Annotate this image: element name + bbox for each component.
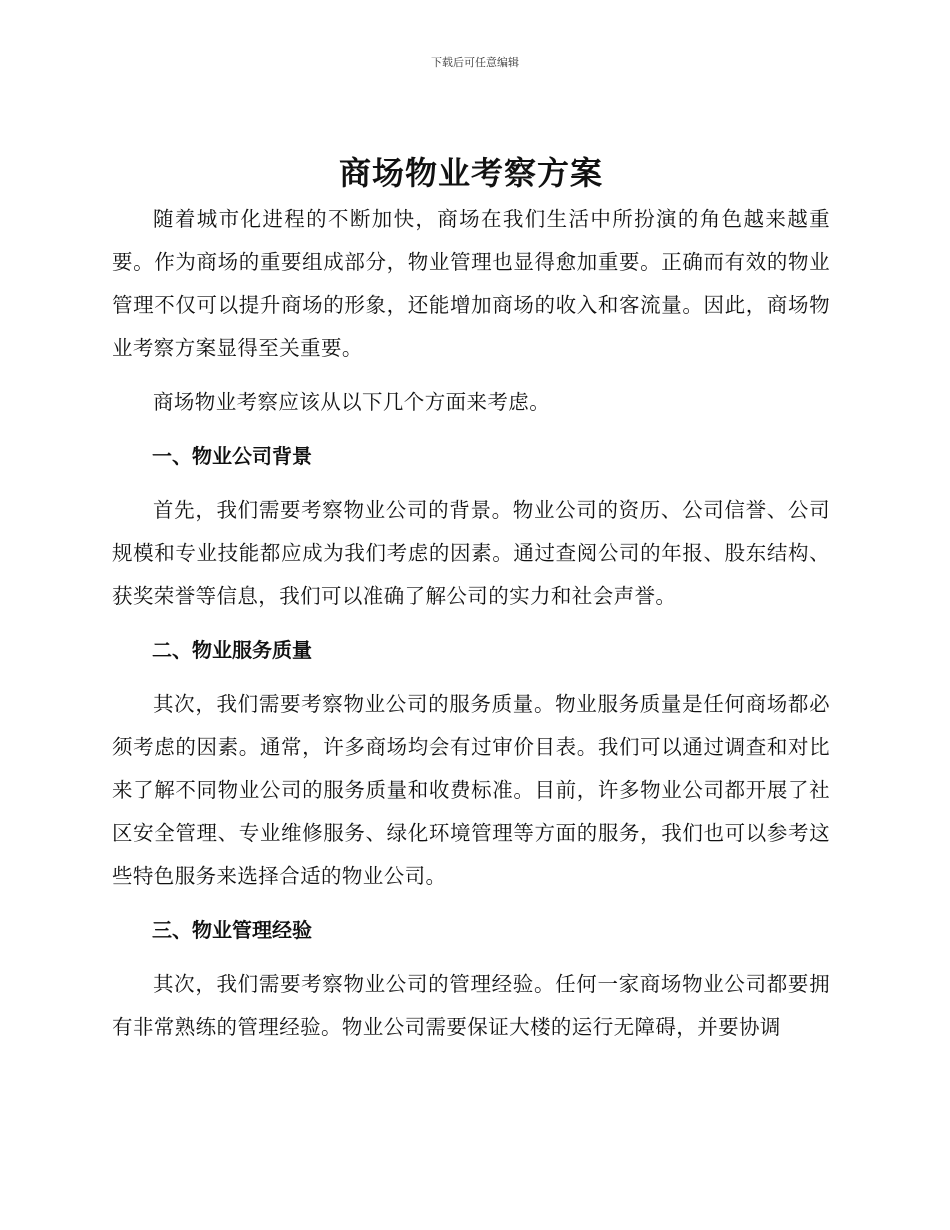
lead-paragraph: 商场物业考察应该从以下几个方面来考虑。	[153, 390, 551, 414]
intro-paragraph: 随着城市化进程的不断加快，商场在我们生活中所扮演的角色越来越重要。作为商场的重要组成部分，物业管理也显得愈加重要。正确而有效的物业管理不仅可以提升商场的形象，还能增加商场的收入和客流量。因此，商场物业考察方案显得至关重要。	[112, 207, 830, 360]
section-body-background: 首先，我们需要考察物业公司的背景。物业公司的资历、公司信誉、公司规模和专业技能都应成为我们考虑的因素。通过查阅公司的年报、股东结构、获奖荣誉等信息，我们可以准确了解公司的实力和社会声誉。	[112, 498, 830, 608]
document-body	[112, 148, 830, 1049]
section-heading-service-quality: 二、物业服务质量	[152, 638, 312, 662]
section-body-management-experience: 其次，我们需要考察物业公司的管理经验。任何一家商场物业公司都要拥有非常熟练的管理经验。物业公司需要保证大楼的运行无障碍，并要协调	[112, 972, 830, 1039]
document-title: 商场物业考察方案	[338, 154, 603, 192]
page-header-note: 下载后可任意编辑	[431, 56, 519, 69]
section-heading-management-experience: 三、物业管理经验	[152, 918, 312, 942]
section-heading-background: 一、物业公司背景	[152, 444, 312, 468]
section-body-service-quality: 其次，我们需要考察物业公司的服务质量。物业服务质量是任何商场都必须考虑的因素。通常，许多商场均会有过审价目表。我们可以通过调查和对比来了解不同物业公司的服务质量和收费标准。目前，许多物业公司都开展了社区安全管理、专业维修服务、绿化环境管理等方面的服务，我们也可以参考这些特色服务来选择合适的物业公司。	[112, 692, 830, 888]
